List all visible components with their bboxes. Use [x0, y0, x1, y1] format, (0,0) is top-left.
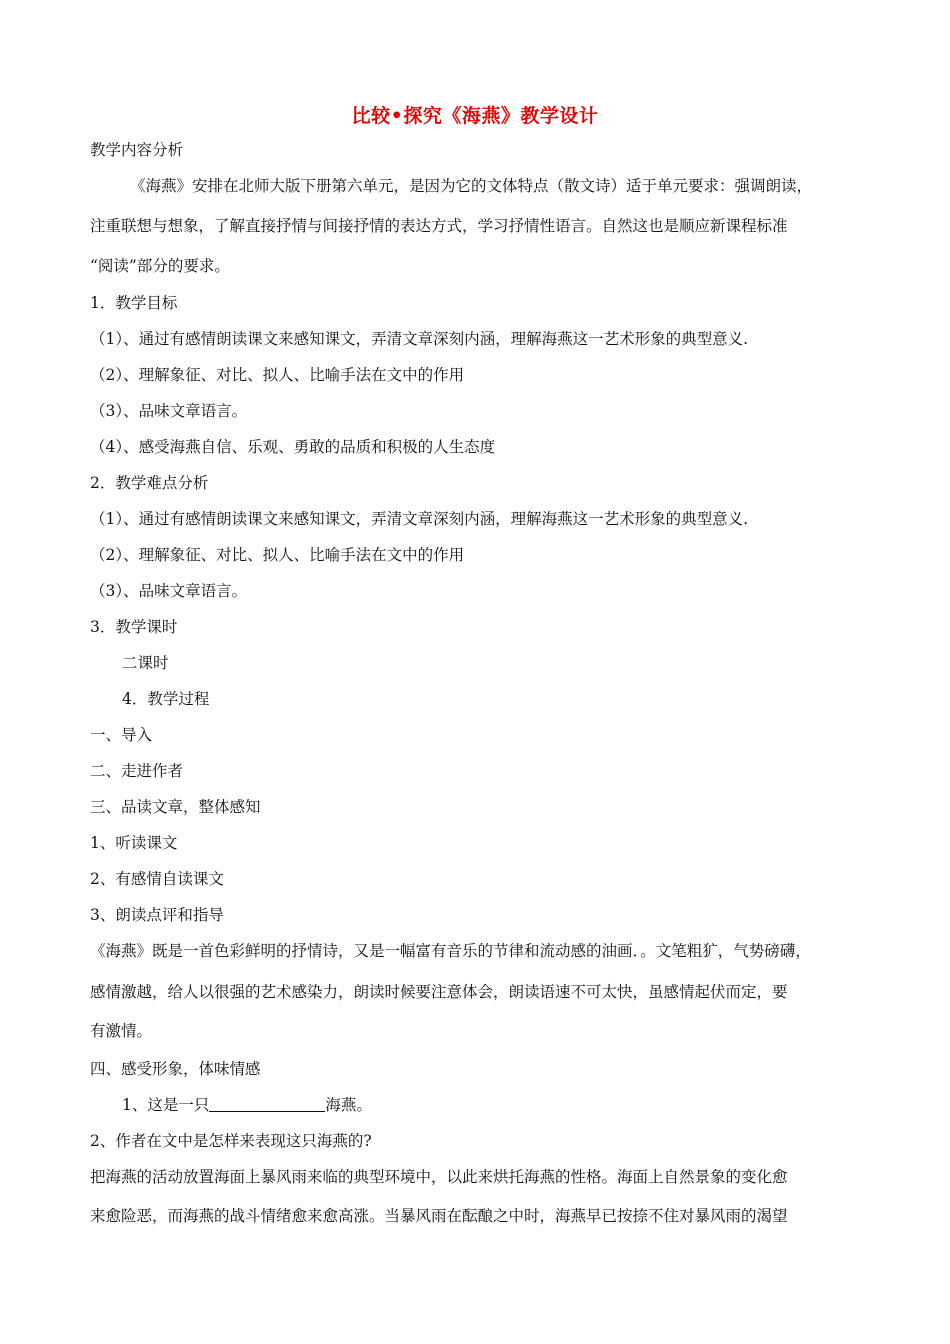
- goal-item-2: （2）、理解象征、对比、拟人、比喻手法在文中的作用: [90, 366, 465, 384]
- question-1-suffix: 海燕。: [325, 1096, 372, 1114]
- intro-line-2: 注重联想与想象，了解直接抒情与间接抒情的表达方式，学习抒情性语言。自然这也是顺应新课程标准: [90, 217, 788, 235]
- process-step-3: 三、品读文章，整体感知: [90, 798, 261, 816]
- content-analysis-heading: 教学内容分析: [90, 141, 184, 159]
- process-sub-1: 1、听读课文: [90, 834, 178, 852]
- answer-line-2: 来愈险恶，而海燕的战斗情绪愈来愈高涨。当暴风雨在酝酿之中时，海燕早已按捺不住对暴风雨的渴望: [90, 1207, 788, 1225]
- hours-value: 二课时: [122, 654, 169, 672]
- process-sub-2: 2、有感情自读课文: [90, 870, 224, 888]
- goal-item-3: （3）、品味文章语言。: [90, 402, 248, 420]
- difficulty-item-2: （2）、理解象征、对比、拟人、比喻手法在文中的作用: [90, 546, 465, 564]
- reading-para-line-3: 有激情。: [90, 1022, 153, 1040]
- question-2: 2、作者在文中是怎样来表现这只海燕的?: [90, 1132, 372, 1150]
- document-title: 比较•探究《海燕》教学设计: [351, 105, 599, 127]
- answer-line-1: 把海燕的活动放置海面上暴风雨来临的典型环境中，以此来烘托海燕的性格。海面上自然景象的变化愈: [90, 1168, 788, 1186]
- hours-heading: 3．教学课时: [90, 618, 178, 636]
- process-sub-3: 3、朗读点评和指导: [90, 906, 224, 924]
- reading-para-line-2: 感情激越，给人以很强的艺术感染力，朗读时候要注意体会，朗读语速不可太快，虽感情起伏而定，要: [90, 983, 788, 1001]
- goals-heading: 1．教学目标: [90, 294, 178, 312]
- intro-line-1: 《海燕》安排在北师大版下册第六单元，是因为它的文体特点（散文诗）适于单元要求：强调朗读，: [130, 177, 813, 195]
- difficulties-heading: 2．教学难点分析: [90, 474, 209, 492]
- goal-item-4: （4）、感受海燕自信、乐观、勇敢的品质和积极的人生态度: [90, 438, 496, 456]
- reading-para-line-1: 《海燕》既是一首色彩鲜明的抒情诗，又是一幅富有音乐的节律和流动感的油画．。文笔粗犷，气势磅礴，: [90, 942, 811, 960]
- process-step-4: 四、感受形象，体味情感: [90, 1060, 261, 1078]
- process-heading: 4．教学过程: [122, 690, 210, 708]
- process-step-2: 二、走进作者: [90, 762, 184, 780]
- fill-in-blank: [209, 1095, 325, 1112]
- intro-line-3: “阅读”部分的要求。: [90, 257, 230, 275]
- difficulty-item-3: （3）、品味文章语言。: [90, 582, 248, 600]
- question-1-prefix: 1、这是一只: [122, 1096, 210, 1114]
- process-step-1: 一、导入: [90, 726, 153, 744]
- difficulty-item-1: （1）、通过有感情朗读课文来感知课文，弄清文章深刻内涵，理解海燕这一艺术形象的典型意义.: [90, 510, 749, 528]
- question-1: [122, 1095, 372, 1115]
- goal-item-1: （1）、通过有感情朗读课文来感知课文，弄清文章深刻内涵，理解海燕这一艺术形象的典型意义.: [90, 330, 749, 348]
